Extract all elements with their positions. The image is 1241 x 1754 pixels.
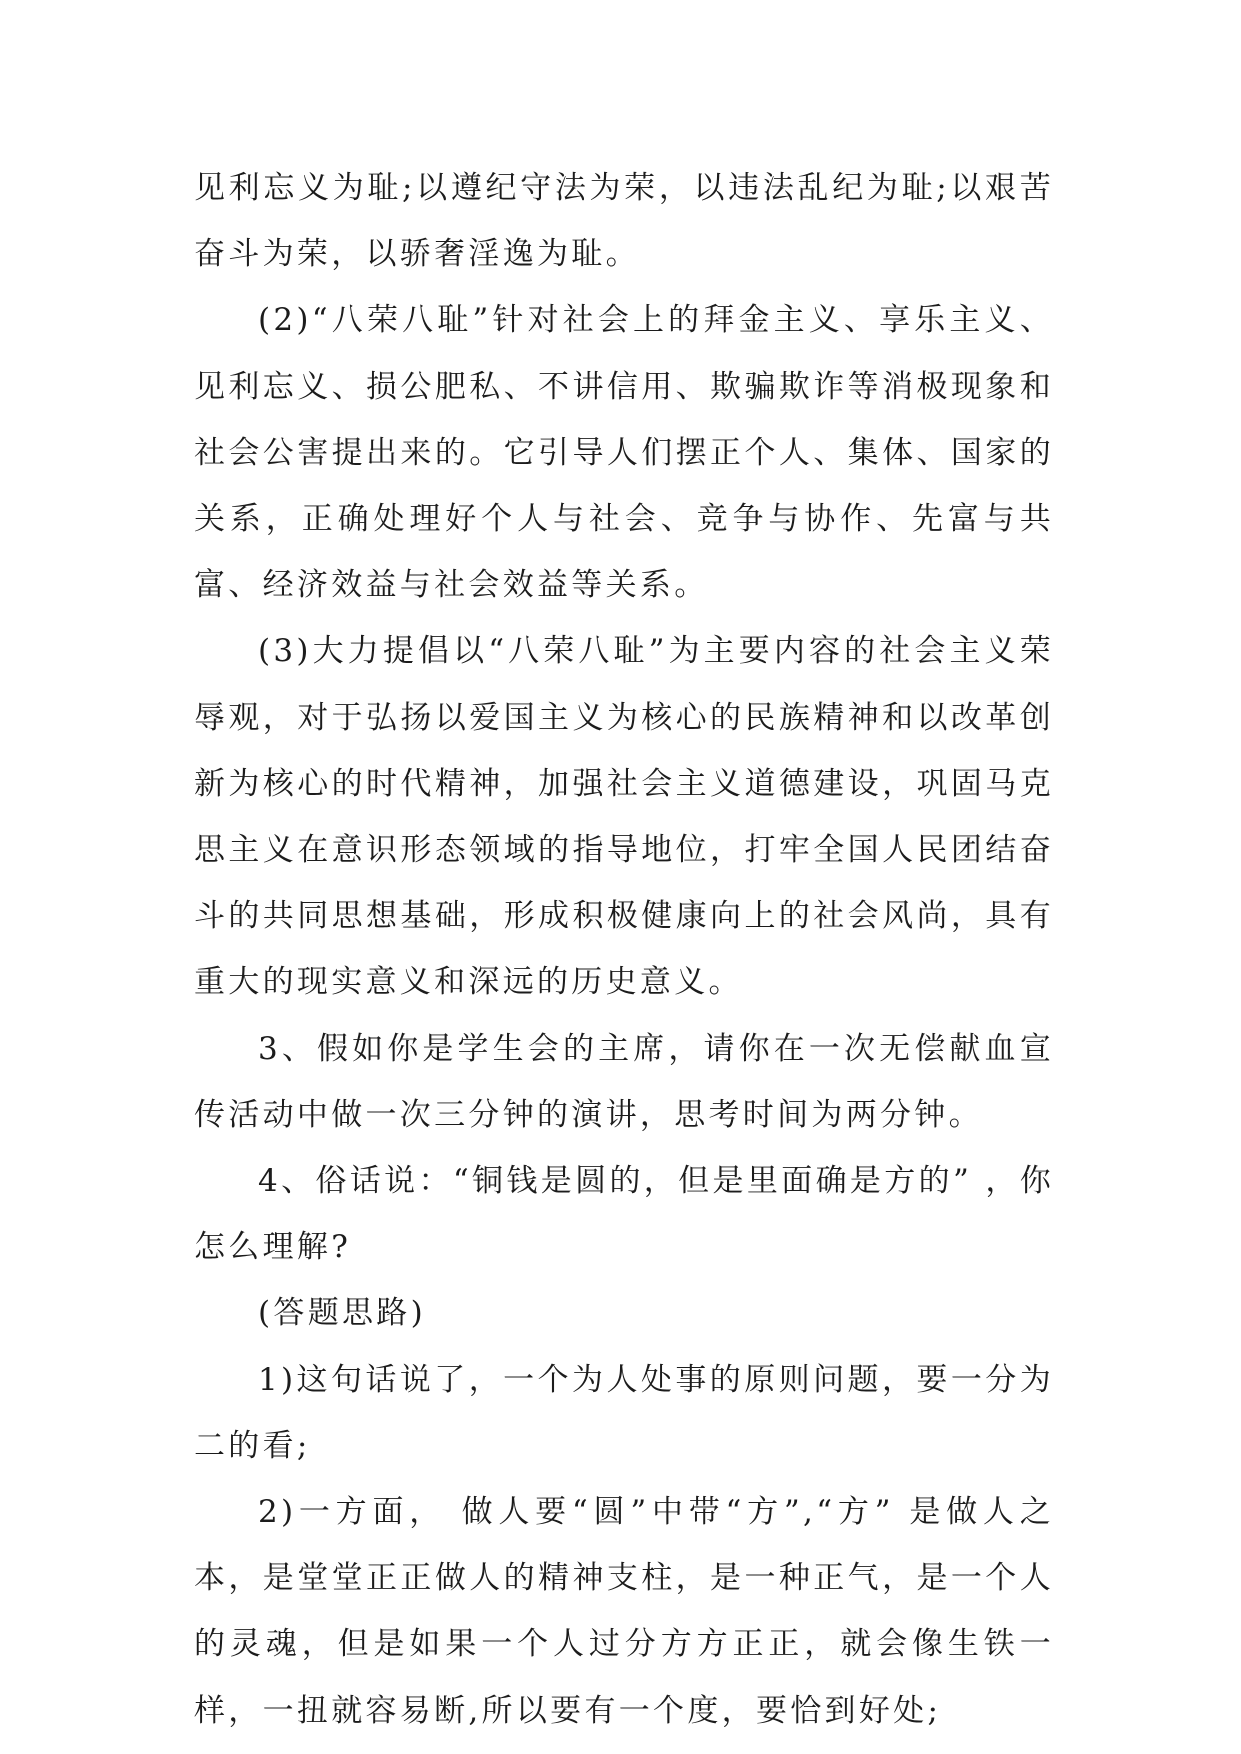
paragraph-eight-honors-end: 见利忘义为耻;以遵纪守法为荣，以违法乱纪为耻;以艰苦奋斗为荣，以骄奢淫逸为耻。 [194,170,1054,273]
paragraph-point-3: (3)大力提倡以“八荣八耻”为主要内容的社会主义荣辱观，对于弘扬以爱国主义为核心的民族精神和以改革创新为核心的时代精神，加强社会主义道德建设，巩固马克思主义在意识形态领域的指导地位，打牢全国人民团结奋斗的共同思想基础，形成积极健康向上的社会风尚，具有重大的现实意义和深远的历史意义。 [194,633,1054,1001]
paragraph-question-4: 4、俗话说：“铜钱是圆的，但是里面确是方的” ，你怎么理解? [194,1163,1054,1266]
paragraph-answer-2: 2)一方面， 做人要“圆”中带“方”,“方” 是做人之本，是堂堂正正做人的精神支柱，是一种正气，是一个人的灵魂，但是如果一个人过分方方正正，就会像生铁一样，一扭就容易断,所以要有一个度，要恰到好处; [194,1494,1054,1729]
document-body [194,155,1054,1744]
paragraph-point-2: (2)“八荣八耻”针对社会上的拜金主义、享乐主义、见利忘义、损公肥私、不讲信用、欺骗欺诈等消极现象和社会公害提出来的。它引导人们摆正个人、集体、国家的关系，正确处理好个人与社会、竞争与协作、先富与共富、经济效益与社会效益等关系。 [194,302,1054,604]
paragraph-question-3: 3、假如你是学生会的主席，请你在一次无偿献血宣传活动中做一次三分钟的演讲，思考时间为两分钟。 [194,1030,1054,1133]
paragraph-answer-approach: (答题思路) [258,1295,426,1332]
paragraph-answer-1: 1)这句话说了，一个为人处事的原则问题，要一分为二的看; [194,1361,1054,1464]
